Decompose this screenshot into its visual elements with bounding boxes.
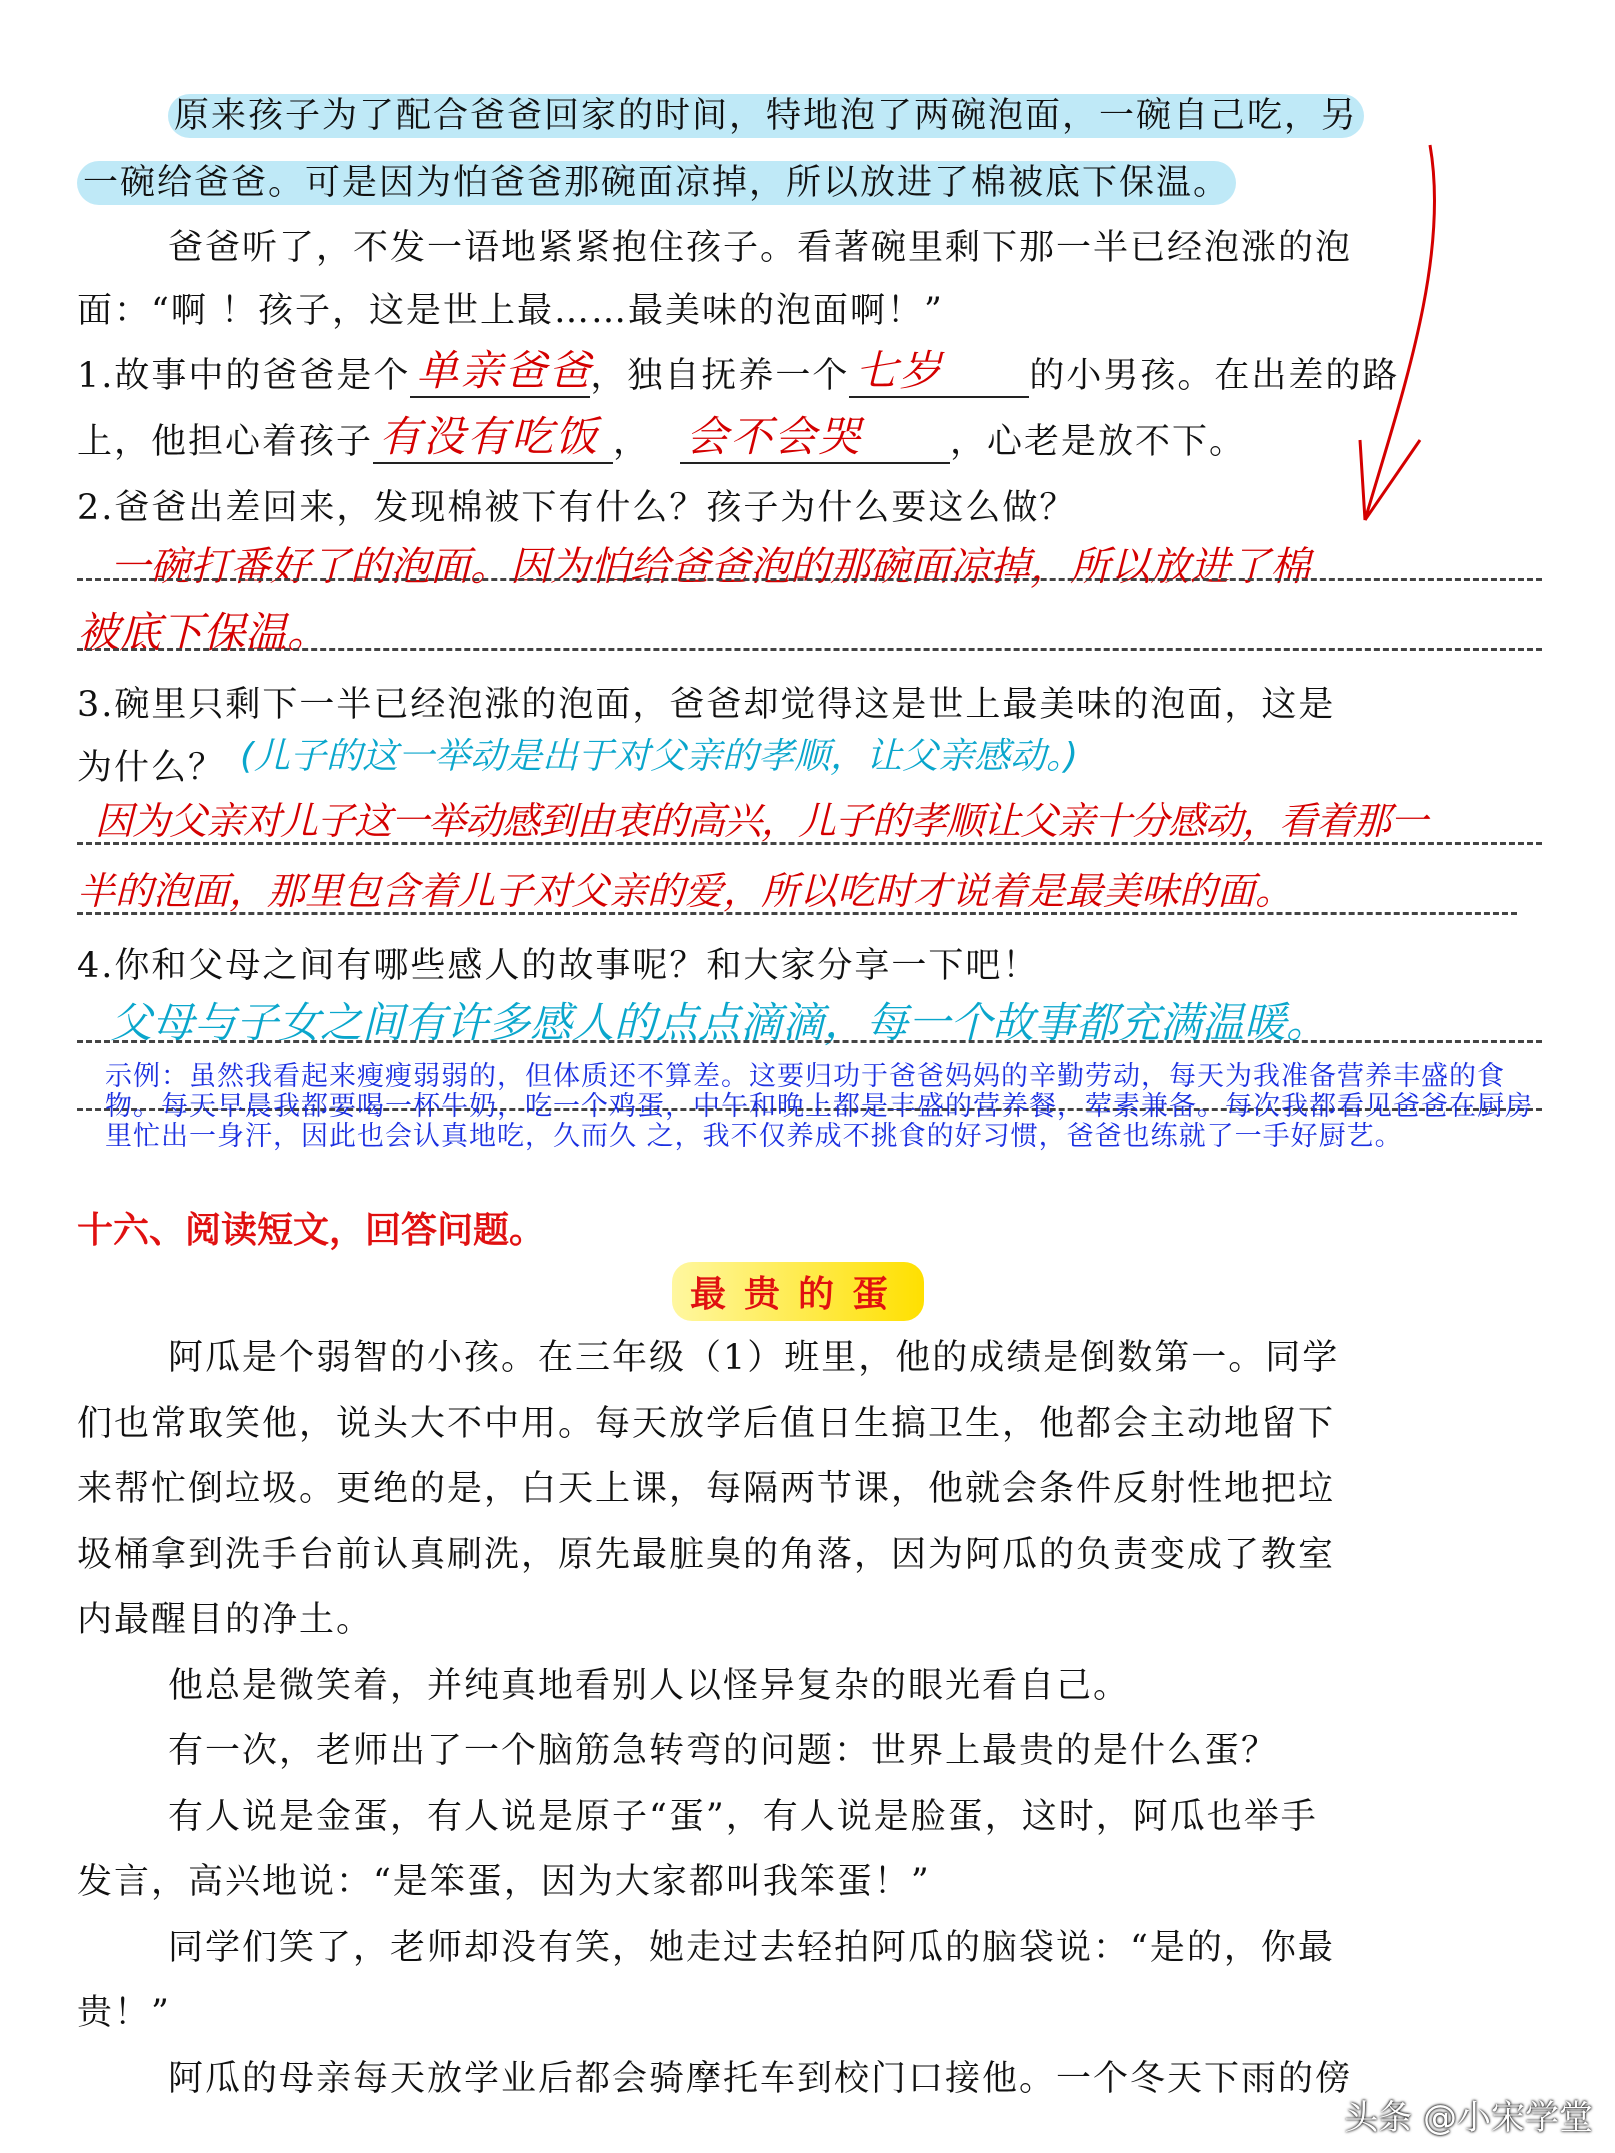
answer-blank[interactable]	[849, 346, 1029, 398]
handwritten-answer: 父母与子女之间有许多感人的点点滴滴，每一个故事都充满温暖。	[110, 998, 1329, 1047]
question-text: 1.故事中的爸爸是个	[77, 356, 411, 396]
answer-line	[77, 648, 1542, 651]
question-1-line-2	[77, 414, 1246, 464]
answer-blank[interactable]	[373, 412, 613, 464]
question-text: ，心老是放不下。	[950, 422, 1247, 462]
section-heading: 十六、阅读短文，回答问题。	[77, 1209, 546, 1251]
question-text: 的小男孩。在出差的路	[1029, 356, 1400, 396]
passage-line: 有一次，老师出了一个脑筋急转弯的问题：世界上最贵的是什么蛋？	[168, 1731, 1279, 1771]
question-2: 2.爸爸出差回来，发现棉被下有什么？孩子为什么要这么做？	[77, 488, 1077, 528]
handwritten-answer: 单亲爸爸	[416, 346, 593, 395]
handwritten-answer: 七岁	[855, 346, 944, 395]
story-line: 面：“啊 ！孩子，这是世上最……最美味的泡面啊！”	[77, 291, 944, 331]
highlighted-text: 一碗给爸爸。可是因为怕爸爸那碗面凉掉，所以放进了棉被底下保温。	[77, 161, 1236, 205]
question-1-line-1	[77, 348, 1399, 398]
passage-line: 阿瓜是个弱智的小孩。在三年级（1）班里，他的成绩是倒数第一。同学	[168, 1338, 1340, 1378]
question-3: 3.碗里只剩下一半已经泡涨的泡面，爸爸却觉得这是世上最美味的泡面，这是	[77, 685, 1336, 725]
handwritten-answer: 一碗打番好了的泡面。因为怕给爸爸泡的那碗面凉掉，所以放进了棉	[110, 544, 1310, 590]
question-text: ，	[613, 422, 651, 462]
story-line: 爸爸听了，不发一语地紧紧抱住孩子。看著碗里剩下那一半已经泡涨的泡	[168, 228, 1353, 268]
arrow-annotation-icon	[1340, 140, 1480, 540]
watermark: 头条 @小宋学堂	[1344, 2098, 1593, 2138]
answer-line	[77, 912, 1517, 915]
passage-title: 最贵的蛋	[672, 1262, 924, 1321]
handwritten-answer: 被底下保温。	[77, 608, 330, 657]
handwritten-answer: 半的泡面，那里包含着儿子对父亲的爱，所以吃时才说着是最美味的面。	[77, 869, 1294, 913]
handwritten-answer: 会不会哭	[686, 412, 863, 461]
handwritten-answer: 因为父亲对儿子这一举动感到由衷的高兴，儿子的孝顺让父亲十分感动，看着那一	[95, 799, 1428, 843]
passage-line: 阿瓜的母亲每天放学业后都会骑摩托车到校门口接他。一个冬天下雨的傍	[168, 2058, 1353, 2099]
story-line	[168, 88, 1364, 138]
answer-line	[77, 1040, 1542, 1043]
answer-line	[77, 842, 1542, 845]
passage-line: 他总是微笑着，并纯真地看别人以怪异复杂的眼光看自己。	[168, 1665, 1131, 1706]
question-4: 4.你和父母之间有哪些感人的故事呢？和大家分享一下吧！	[77, 946, 1040, 986]
handwritten-answer: 有没有吃饭	[379, 412, 600, 461]
passage-line: 发言，高兴地说：“是笨蛋，因为大家都叫我笨蛋！”	[77, 1862, 931, 1902]
passage-line: 有人说是金蛋，有人说是原子“蛋”，有人说是脸蛋，这时，阿瓜也举手	[168, 1796, 1318, 1837]
passage-line: 贵！”	[77, 1993, 171, 2033]
answer-blank[interactable]	[680, 412, 950, 464]
answer-blank[interactable]	[410, 346, 593, 398]
question-text: 上，他担心着孩子	[77, 422, 374, 462]
passage-line: 内最醒目的净土。	[77, 1600, 374, 1640]
question-text: ，独自抚养一个	[590, 356, 850, 396]
handwritten-note: (儿子的这一举动是出于对父亲的孝顺，让父亲感动。)	[240, 736, 1079, 777]
passage-line: 们也常取笑他，说头大不中用。每天放学后值日生搞卫生，他都会主动地留下	[77, 1403, 1336, 1444]
answer-line	[77, 578, 1542, 581]
passage-line: 圾桶拿到洗手台前认真刷洗，原先最脏臭的角落，因为阿瓜的负责变成了教室	[77, 1534, 1336, 1575]
passage-line: 同学们笑了，老师却没有笑，她走过去轻拍阿瓜的脑袋说：“是的，你最	[168, 1927, 1335, 1968]
highlighted-text: 原来孩子为了配合爸爸回家的时间，特地泡了两碗泡面，一碗自己吃，另	[168, 94, 1364, 138]
passage-line: 来帮忙倒垃圾。更绝的是，白天上课，每隔两节课，他就会条件反射性地把垃	[77, 1469, 1336, 1509]
question-3: 为什么？	[77, 748, 226, 788]
example-answer: 示例：虽然我看起来瘦瘦弱弱的，但体质还不算差。这要归功于爸爸妈妈的辛勤劳动，每天为我准备营养丰盛的食物。每天早晨我都要喝一杯牛奶，吃一个鸡蛋，中午和晚上都是丰盛的营养餐，荤素兼备。每次我都看见爸爸在厨房里忙出一身汗，因此也会认真地吃，久而久 之，我不仅养成不挑食的好习惯，爸爸也练就了一手好厨艺。	[105, 1061, 1533, 1152]
story-line	[77, 155, 1236, 205]
